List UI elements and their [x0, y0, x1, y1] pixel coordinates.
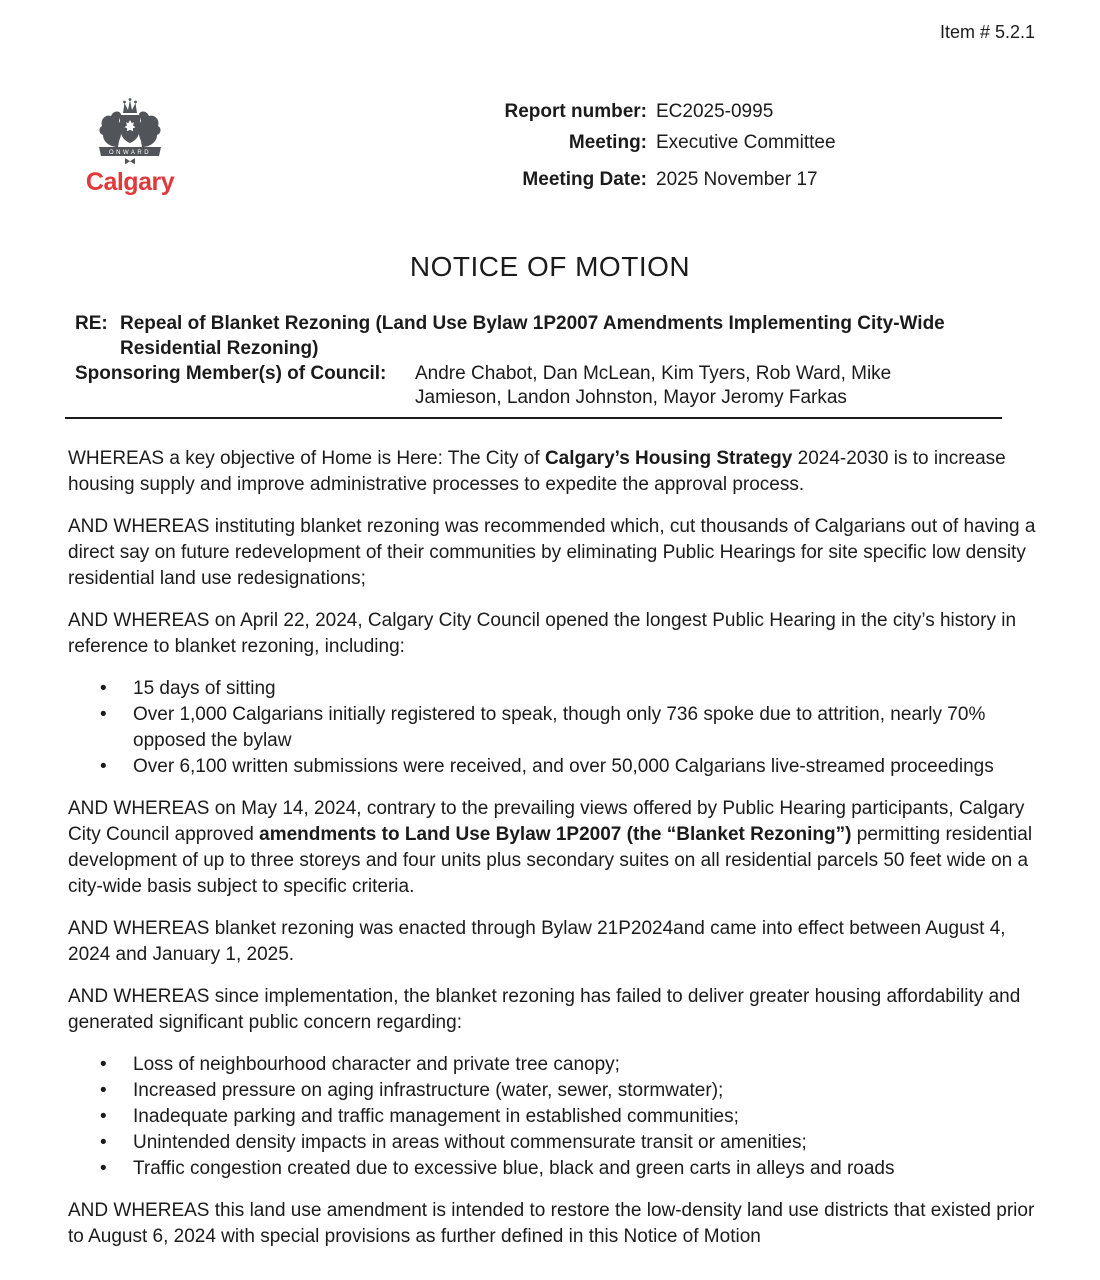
sponsor-row [75, 362, 1035, 411]
bullet-icon: • [100, 1158, 107, 1179]
list-item [68, 702, 1040, 754]
meta-row-meeting [460, 131, 836, 155]
list-item [68, 754, 1040, 780]
bullet-icon: • [100, 1080, 107, 1101]
hearing-facts-list [68, 676, 1040, 780]
bullet-icon: • [100, 704, 107, 725]
list-item-text: Over 6,100 written submissions were received, and over 50,000 Calgarians live-streamed proceedings [133, 756, 994, 777]
meta-value: EC2025-0995 [656, 101, 774, 122]
sponsor-label: Sponsoring Member(s) of Council: [75, 362, 387, 384]
meta-value: 2025 November 17 [656, 169, 818, 190]
meta-label: Meeting: [568, 132, 647, 153]
calgary-crest-icon [89, 97, 171, 167]
paragraph-text: WHEREAS a key objective of Home is Here: The City of [68, 448, 545, 469]
bullet-icon: • [100, 678, 107, 699]
public-concerns-list [68, 1052, 1040, 1182]
calgary-logo [84, 97, 176, 197]
paragraph-whereas-3: AND WHEREAS on April 22, 2024, Calgary City Council opened the longest Public Hearing in the city’s history in reference to blanket rezoning, including: [68, 610, 1017, 657]
bullet-icon: • [100, 756, 107, 777]
list-item [68, 1130, 1040, 1156]
paragraph-text: permitting residential development of up to three storeys and four units plus secondary suites on all residential parcels 50 feet wide on a city-wide basis subject to specific criteria. [68, 824, 1033, 897]
re-subject-row [75, 312, 1035, 361]
paragraph-text: 2024-2030 is to increase housing supply and improve administrative processes to expedite the approval process. [68, 448, 1006, 495]
list-item [68, 676, 1040, 702]
paragraph-whereas-6: AND WHEREAS since implementation, the blanket rezoning has failed to deliver greater housing affordability and generated significant public concern regarding: [68, 986, 1021, 1033]
paragraph-bold-text: Calgary’s Housing Strategy [544, 448, 793, 469]
divider-line [65, 417, 1002, 419]
list-item [68, 1052, 1040, 1078]
sponsor-names: Andre Chabot, Dan McLean, Kim Tyers, Rob Ward, Mike Jamieson, Landon Johnston, Mayor Jeromy Farkas [415, 362, 892, 408]
re-subject: Repeal of Blanket Rezoning (Land Use Bylaw 1P2007 Amendments Implementing City-Wide Residential Rezoning) [120, 313, 945, 359]
paragraph-text: AND WHEREAS on May 14, 2024, contrary to the prevailing views offered by Public Hearing participants, Calgary City Council approved [68, 798, 1025, 845]
meta-row-meeting-date [460, 168, 836, 192]
meta-row-report-number [460, 100, 836, 124]
list-item [68, 1078, 1040, 1104]
meta-label: Meeting Date: [522, 169, 647, 190]
list-item-text: Over 1,000 Calgarians initially registered to speak, though only 736 spoke due to attrition, nearly 70% opposed the bylaw [133, 704, 986, 751]
list-item [68, 1156, 1040, 1182]
bullet-icon: • [100, 1132, 107, 1153]
paragraph-whereas-7: AND WHEREAS this land use amendment is intended to restore the low-density land use districts that existed prior to August 6, 2024 with special provisions as further defined in this Notice of Motion [68, 1200, 1035, 1247]
meta-value: Executive Committee [656, 132, 836, 153]
page-title: NOTICE OF MOTION [409, 251, 691, 282]
re-label: RE: [75, 313, 108, 334]
bullet-icon: • [100, 1054, 107, 1075]
bullet-icon: • [100, 1106, 107, 1127]
list-item-text: Increased pressure on aging infrastructure (water, sewer, stormwater); [133, 1080, 724, 1101]
paragraph-whereas-4 [68, 796, 1040, 900]
list-item-text: Unintended density impacts in areas without commensurate transit or amenities; [133, 1132, 807, 1153]
report-meta [460, 100, 836, 192]
paragraph-bold-text: amendments to Land Use Bylaw 1P2007 (the “Blanket Rezoning”) [259, 824, 852, 845]
list-item-text: 15 days of sitting [133, 678, 276, 699]
onward-banner-text: ONWARD [108, 149, 152, 156]
paragraph-whereas-2: AND WHEREAS instituting blanket rezoning was recommended which, cut thousands of Calgarians out of having a direct say on future redevelopment of their communities by eliminating Public Hearings for site specific low density residential land use redesignations; [68, 516, 1036, 589]
list-item-text: Inadequate parking and traffic management in established communities; [133, 1106, 739, 1127]
list-item-text: Loss of neighbourhood character and private tree canopy; [133, 1054, 620, 1075]
calgary-wordmark: Calgary [85, 168, 175, 196]
meta-label: Report number: [504, 101, 647, 122]
paragraph-whereas-5: AND WHEREAS blanket rezoning was enacted through Bylaw 21P2024and came into effect between August 4, 2024 and January 1, 2025. [68, 918, 1006, 965]
document-body [68, 446, 1040, 1266]
list-item [68, 1104, 1040, 1130]
list-item-text: Traffic congestion created due to excessive blue, black and green carts in alleys and roads [133, 1158, 895, 1179]
item-number: Item # 5.2.1 [939, 22, 1035, 42]
paragraph-whereas-1 [68, 446, 1040, 498]
re-block [75, 312, 1035, 419]
